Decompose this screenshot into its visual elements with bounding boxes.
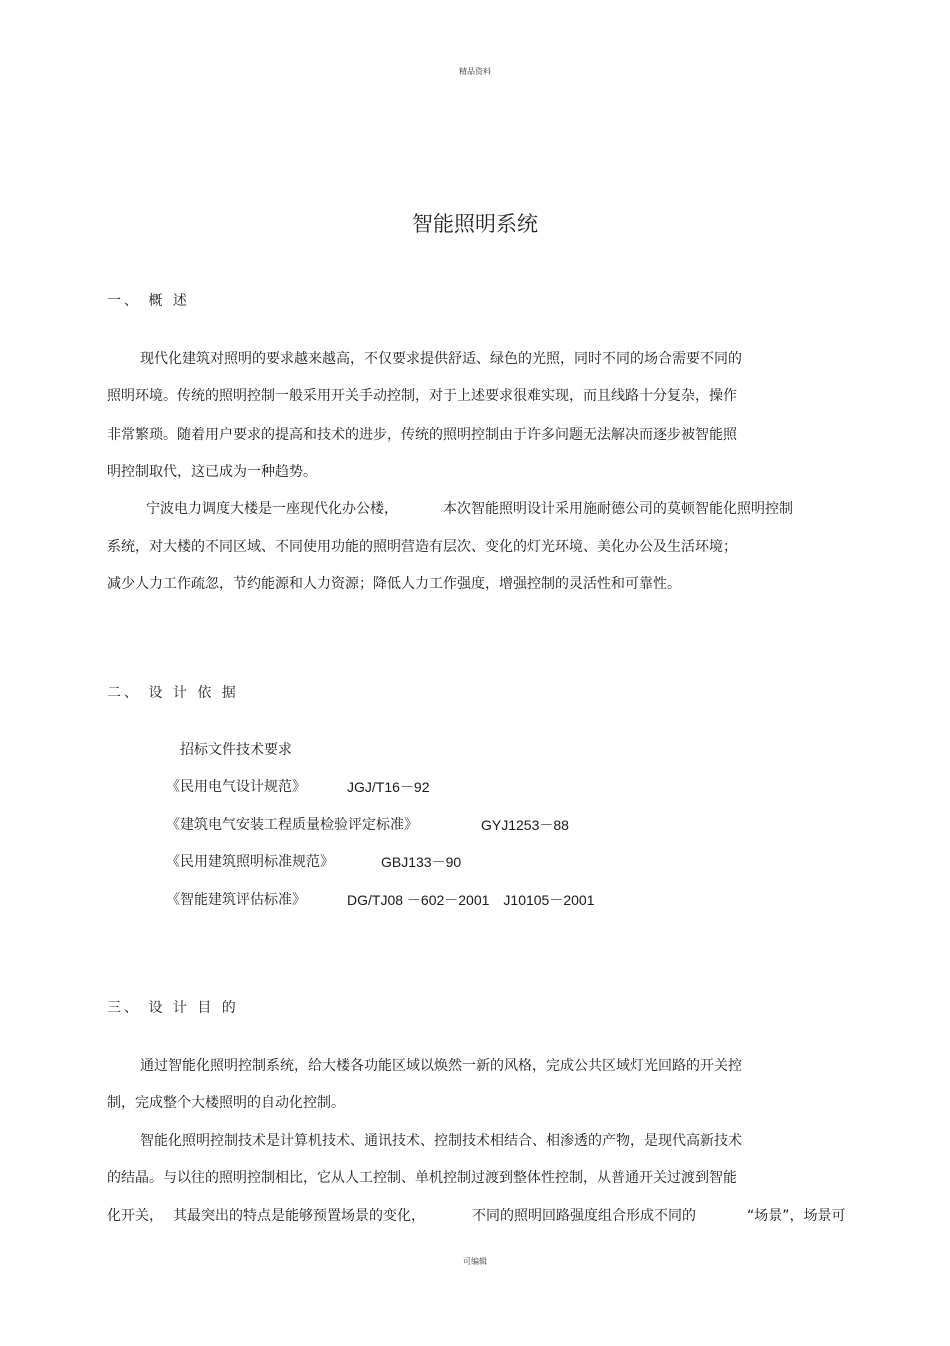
document-title: 智能照明系统 bbox=[412, 212, 538, 236]
section-3-heading: 三、 设 计 目 的 bbox=[107, 1000, 239, 1016]
section-3-para2-line: 的结晶。与以往的照明控制相比，它从人工控制、单机控制过渡到整体性控制，从普通开关过渡到智能 bbox=[107, 1170, 737, 1186]
section-3-para2-line: 化开关， bbox=[107, 1208, 163, 1224]
section-1-heading: 一、 概 述 bbox=[107, 293, 190, 309]
section-1-para1-line: 明控制取代，这已成为一种趋势。 bbox=[107, 464, 317, 480]
standard-code: GYJ1253－88 bbox=[481, 817, 569, 833]
standard-name: 《民用建筑照明标准规范》 bbox=[166, 854, 334, 870]
standard-code: GBJ133－90 bbox=[381, 854, 462, 870]
section-2-heading: 二、 设 计 依 据 bbox=[107, 685, 239, 701]
section-3-para1-line: 通过智能化照明控制系统，给大楼各功能区域以焕然一新的风格，完成公共区域灯光回路的开关控 bbox=[140, 1058, 742, 1074]
page-header: 精品资料 bbox=[459, 67, 491, 76]
section-1-para2-line: 宁波电力调度大楼是一座现代化办公楼， bbox=[146, 501, 398, 517]
section-1-para1-line: 现代化建筑对照明的要求越来越高，不仅要求提供舒适、绿色的光照，同时不同的场合需要不同的 bbox=[140, 351, 742, 367]
section-1-para2-line: 减少人力工作疏忽，节约能源和人力资源；降低人力工作强度，增强控制的灵活性和可靠性。 bbox=[107, 576, 681, 592]
section-3-para1-line: 制，完成整个大楼照明的自动化控制。 bbox=[107, 1095, 345, 1111]
standard-name: 《智能建筑评估标准》 bbox=[166, 892, 306, 908]
page-footer: 可编辑 bbox=[463, 1257, 487, 1266]
standard-code: DG/TJ08 －602－2001 J10105－2001 bbox=[347, 892, 595, 908]
section-1-para1-line: 非常繁琐。随着用户要求的提高和技术的进步，传统的照明控制由于许多问题无法解决而逐步被智能照 bbox=[107, 427, 737, 443]
section-3-para2-line: “场景”，场景可 bbox=[747, 1208, 846, 1224]
standard-name: 《建筑电气安装工程质量检验评定标准》 bbox=[166, 817, 418, 833]
section-1-para2-line: 本次智能照明设计采用施耐德公司的莫顿智能化照明控制 bbox=[443, 501, 793, 517]
section-1-para2-line: 系统，对大楼的不同区域、不同使用功能的照明营造有层次、变化的灯光环境、美化办公及生活环境； bbox=[107, 539, 737, 555]
section-3-para2-line: 其最突出的特点是能够预置场景的变化， bbox=[173, 1208, 425, 1224]
section-3-para2-line: 智能化照明控制技术是计算机技术、通讯技术、控制技术相结合、相渗透的产物，是现代高新技术 bbox=[140, 1133, 742, 1149]
standard-code: JGJ/T16－92 bbox=[347, 779, 430, 795]
standard-name: 《民用电气设计规范》 bbox=[166, 779, 306, 795]
section-3-para2-line: 不同的照明回路强度组合形成不同的 bbox=[472, 1208, 696, 1224]
section-1-para1-line: 照明环境。传统的照明控制一般采用开关手动控制，对于上述要求很难实现，而且线路十分复杂，操作 bbox=[107, 388, 737, 404]
standards-intro: 招标文件技术要求 bbox=[180, 742, 292, 758]
